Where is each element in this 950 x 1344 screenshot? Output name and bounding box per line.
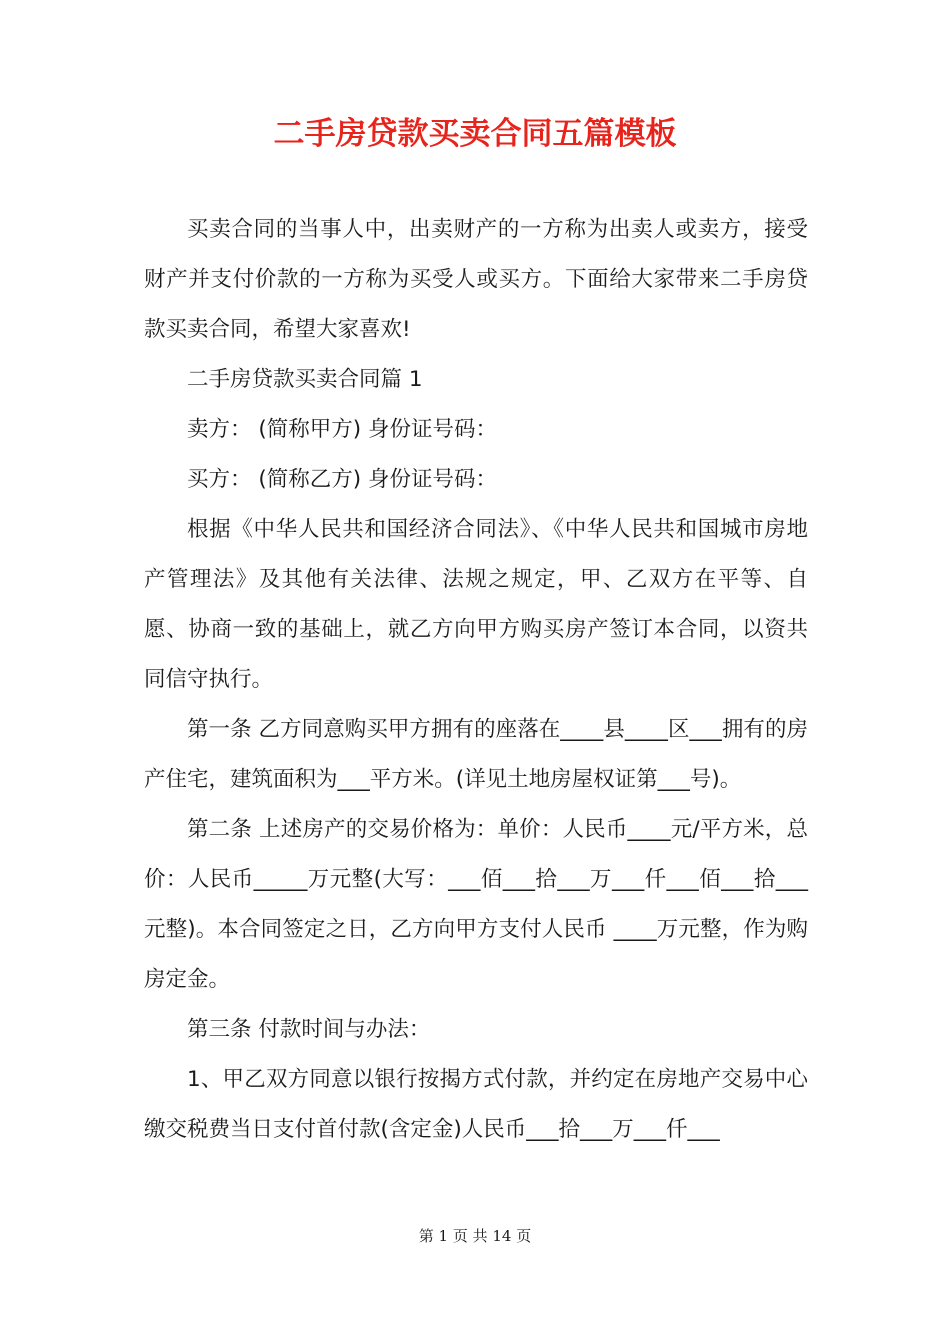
legal-basis-paragraph: 根据《中华人民共和国经济合同法》、《中华人民共和国城市房地产管理法》及其他有关法律、法规之规定，甲、乙双方在平等、自愿、协商一致的基础上，就乙方向甲方购买房产签订本合同，以资共同信守执行。: [144, 517, 808, 692]
intro-paragraph: 买卖合同的当事人中，出卖财产的一方称为出卖人或卖方，接受财产并支付价款的一方称为买受人或买方。下面给大家带来二手房贷款买卖合同，希望大家喜欢!: [144, 217, 808, 342]
document-title: 二手房贷款买卖合同五篇模板: [273, 116, 677, 152]
article-2-paragraph: 第二条 上述房产的交易价格为：单价：人民币____元/平方米，总价：人民币_____万元整(大写：___佰___拾___万___仟___佰___拾___元整)。本合同签定之日，乙方向甲方支付人民币 ____万元整，作为购房定金。: [144, 817, 808, 992]
article-1-paragraph: 第一条 乙方同意购买甲方拥有的座落在____县____区___拥有的房产住宅，建筑面积为___平方米。(详见土地房屋权证第___号)。: [144, 717, 808, 792]
buyer-line: 买方： (简称乙方) 身份证号码：: [187, 467, 497, 492]
payment-clause-paragraph: 1、甲乙双方同意以银行按揭方式付款，并约定在房地产交易中心缴交税费当日支付首付款(含定金)人民币___拾___万___仟___: [144, 1067, 808, 1142]
section-heading: 二手房贷款买卖合同篇 1: [187, 367, 423, 392]
document-body: [144, 205, 808, 1155]
article-3-heading: 第三条 付款时间与办法：: [187, 1017, 431, 1042]
seller-line: 卖方： (简称甲方) 身份证号码：: [187, 417, 497, 442]
page-number-footer: 第 1 页 共 14 页: [418, 1227, 532, 1245]
